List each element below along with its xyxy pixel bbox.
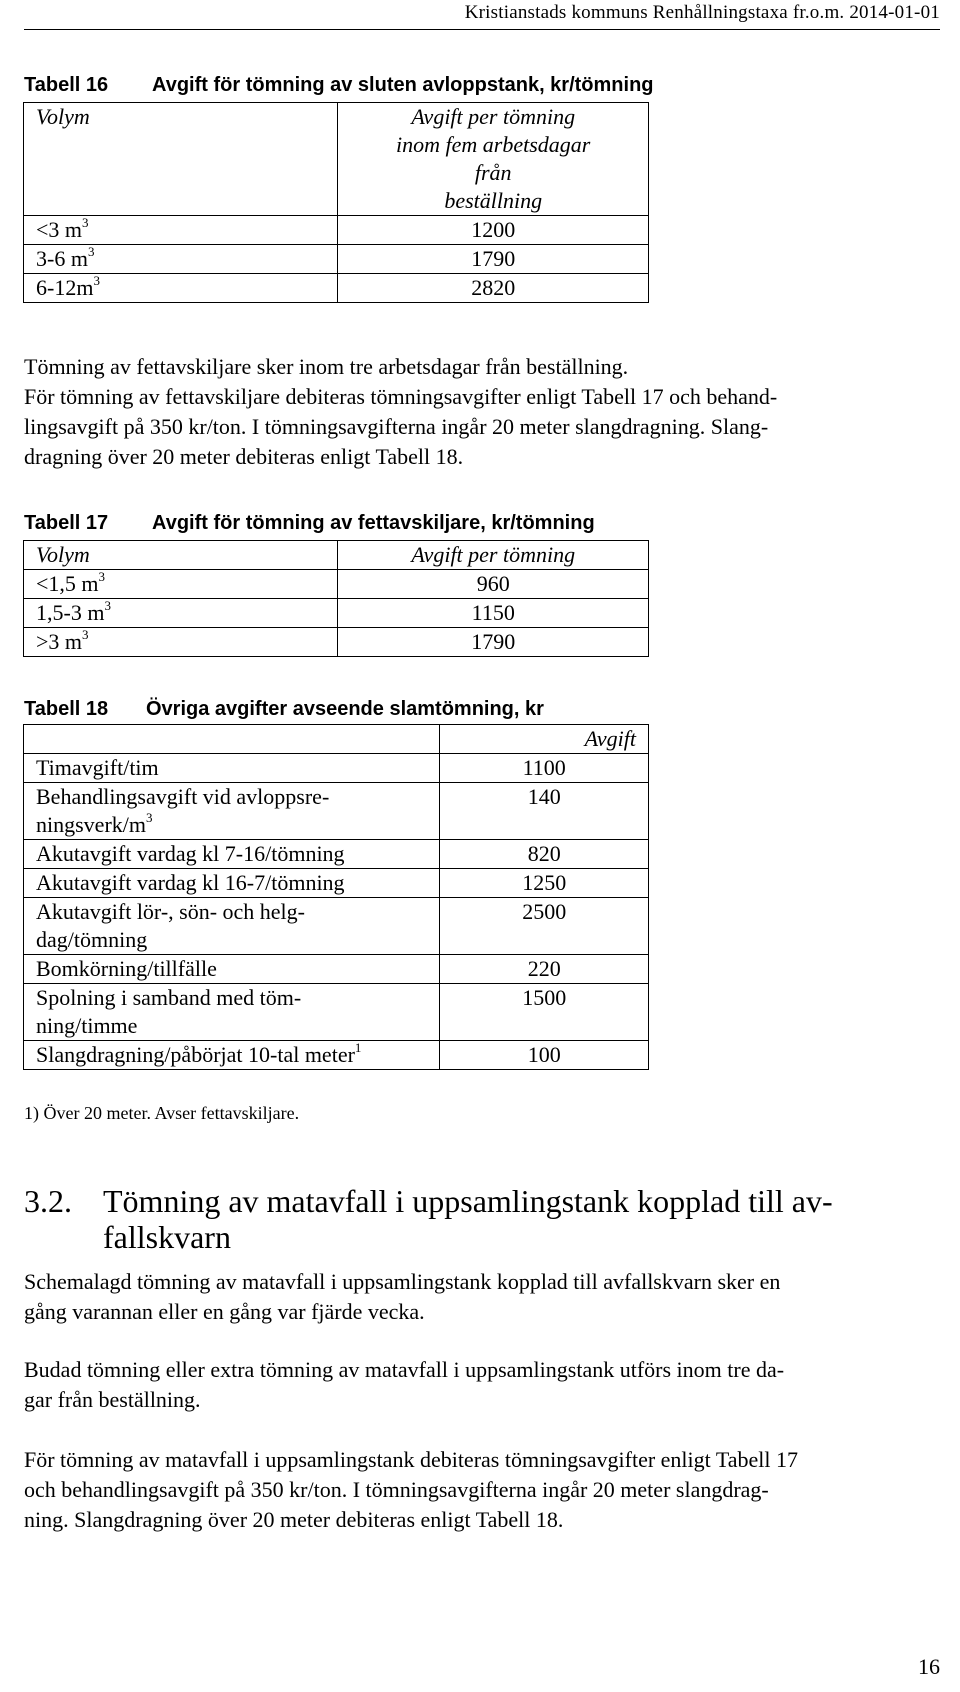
table18-blank-header (24, 725, 440, 754)
table-row (24, 898, 649, 955)
description-text: Bomkörning/tillfälle (36, 956, 217, 981)
paragraph-line: lingsavgift på 350 kr/ton. I tömningsavgifterna ingår 20 meter slangdragning. Slang- (24, 414, 769, 439)
paragraph-schemalagd (24, 1267, 780, 1327)
description-cell (24, 984, 440, 1041)
superscript: 3 (93, 272, 100, 288)
table16 (23, 102, 649, 303)
superscript: 3 (104, 597, 111, 613)
paragraph-line: Schemalagd tömning av matavfall i uppsamlingstank kopplad till avfallskvarn sker en (24, 1269, 781, 1294)
table18-header-row (24, 725, 649, 754)
table16-caption (24, 74, 654, 97)
paragraph-line: och behandlingsavgift på 350 kr/ton. I tömningsavgifterna ingår 20 meter slangdrag- (24, 1477, 769, 1502)
volume-text: >3 m (36, 629, 83, 654)
table18-footnote: 1) Över 20 meter. Avser fettavskiljare. (24, 1103, 300, 1123)
volume-cell (24, 599, 338, 628)
table-row (24, 570, 649, 599)
description-text: ning/timme (36, 1013, 138, 1038)
description-text: ningsverk/m (36, 812, 146, 837)
description-cell (24, 754, 440, 783)
table18-title: Övriga avgifter avseende slamtömning, kr (146, 698, 544, 720)
section-title-line: Tömning av matavfall i uppsamlingstank kopplad till av- (103, 1183, 833, 1219)
table-row (24, 245, 649, 274)
table17-col-fee: Avgift per tömning (338, 541, 649, 570)
fee-cell: 1790 (338, 628, 649, 657)
table-row (24, 783, 649, 840)
fee-cell: 820 (440, 840, 649, 869)
volume-text: <3 m (36, 217, 83, 242)
paragraph-line: För tömning av fettavskiljare debiteras tömningsavgifter enligt Tabell 17 och behand- (24, 384, 778, 409)
section-title-line: fallskvarn (103, 1219, 231, 1255)
table-row (24, 984, 649, 1041)
table17 (23, 540, 649, 657)
header-rule (24, 29, 940, 30)
fee-cell: 2820 (338, 274, 649, 303)
fee-cell: 1500 (440, 984, 649, 1041)
table-row (24, 754, 649, 783)
table16-col-fee-line: beställning (444, 188, 543, 213)
fee-cell: 220 (440, 955, 649, 984)
description-text: Spolning i samband med töm- (36, 985, 302, 1010)
volume-text: 3-6 m (36, 246, 88, 271)
description-cell (24, 955, 440, 984)
description-text: Akutavgift lör-, sön- och helg- (36, 899, 305, 924)
volume-cell (24, 245, 338, 274)
table-row (24, 216, 649, 245)
table17-number: Tabell 17 (24, 512, 109, 534)
description-text: Behandlingsavgift vid avloppsre- (36, 784, 330, 809)
superscript: 3 (82, 214, 89, 230)
table16-number: Tabell 16 (24, 74, 109, 96)
paragraph-line: ning. Slangdragning över 20 meter debiteras enligt Tabell 18. (24, 1507, 564, 1532)
superscript: 3 (98, 568, 106, 584)
paragraph-fettavskiljare (24, 352, 777, 472)
volume-cell (24, 274, 338, 303)
paragraph-behandlingsavgift (24, 1445, 798, 1535)
fee-cell: 1150 (338, 599, 649, 628)
page-number: 16 (918, 1654, 940, 1679)
volume-text: <1,5 m (36, 571, 99, 596)
volume-cell (24, 570, 338, 599)
table17-header-row (24, 541, 649, 570)
superscript: 1 (354, 1039, 362, 1055)
paragraph-line: gång varannan eller en gång var fjärde vecka. (24, 1299, 425, 1324)
fee-cell: 1100 (440, 754, 649, 783)
table16-col-fee-line: från (474, 160, 512, 185)
table-row (24, 869, 649, 898)
table18-number: Tabell 18 (24, 698, 109, 720)
description-text: Timavgift/tim (36, 755, 159, 780)
fee-cell: 2500 (440, 898, 649, 955)
paragraph-line: Budad tömning eller extra tömning av matavfall i uppsamlingstank utförs inom tre da- (24, 1357, 785, 1382)
superscript: 3 (146, 809, 153, 825)
section-title (103, 1183, 833, 1255)
table18-caption (24, 698, 544, 721)
description-cell (24, 869, 440, 898)
table17-caption (24, 512, 595, 535)
table-row (24, 1041, 649, 1070)
volume-text: 1,5-3 m (36, 600, 105, 625)
description-line (36, 811, 427, 839)
fee-cell: 1250 (440, 869, 649, 898)
fee-cell: 960 (338, 570, 649, 599)
volume-cell (24, 628, 338, 657)
fee-cell: 1790 (338, 245, 649, 274)
table18 (23, 724, 649, 1070)
table16-col-volume: Volym (24, 103, 338, 216)
paragraph-line: För tömning av matavfall i uppsamlingstank debiteras tömningsavgifter enligt Tabell 17 (24, 1447, 799, 1472)
paragraph-budad (24, 1355, 784, 1415)
superscript: 3 (87, 243, 95, 259)
paragraph-line: Tömning av fettavskiljare sker inom tre arbetsdagar från beställning. (24, 354, 629, 379)
table16-col-fee (338, 103, 649, 216)
description-cell (24, 1041, 440, 1070)
table-row (24, 274, 649, 303)
running-header: Kristianstads kommuns Renhållningstaxa fr.o.m. 2014-01-01 (464, 2, 940, 23)
table17-title: Avgift för tömning av fettavskiljare, kr/tömning (152, 512, 595, 534)
table16-col-fee-line: inom fem arbetsdagar (396, 132, 591, 157)
description-cell (24, 840, 440, 869)
description-cell (24, 783, 440, 840)
description-text: Akutavgift vardag kl 7-16/tömning (36, 841, 345, 866)
section-number: 3.2. (24, 1183, 72, 1219)
table18-col-fee: Avgift (440, 725, 649, 754)
table-row (24, 628, 649, 657)
table17-col-volume: Volym (24, 541, 338, 570)
fee-cell: 140 (440, 783, 649, 840)
description-text: dag/tömning (36, 927, 148, 952)
fee-cell: 100 (440, 1041, 649, 1070)
table16-col-fee-line: Avgift per tömning (411, 104, 576, 129)
description-text: Akutavgift vardag kl 16-7/tömning (36, 870, 345, 895)
volume-text: 6-12m (36, 275, 94, 300)
paragraph-line: dragning över 20 meter debiteras enligt Tabell 18. (24, 444, 464, 469)
description-text: Slangdragning/påbörjat 10-tal meter (36, 1042, 355, 1067)
table-row (24, 599, 649, 628)
table-row (24, 955, 649, 984)
table16-header-row (24, 103, 649, 216)
table16-title: Avgift för tömning av sluten avloppstank, kr/tömning (152, 74, 654, 96)
paragraph-line: gar från beställning. (24, 1387, 201, 1412)
fee-cell: 1200 (338, 216, 649, 245)
volume-cell (24, 216, 338, 245)
superscript: 3 (82, 626, 89, 642)
description-cell (24, 898, 440, 955)
table-row (24, 840, 649, 869)
